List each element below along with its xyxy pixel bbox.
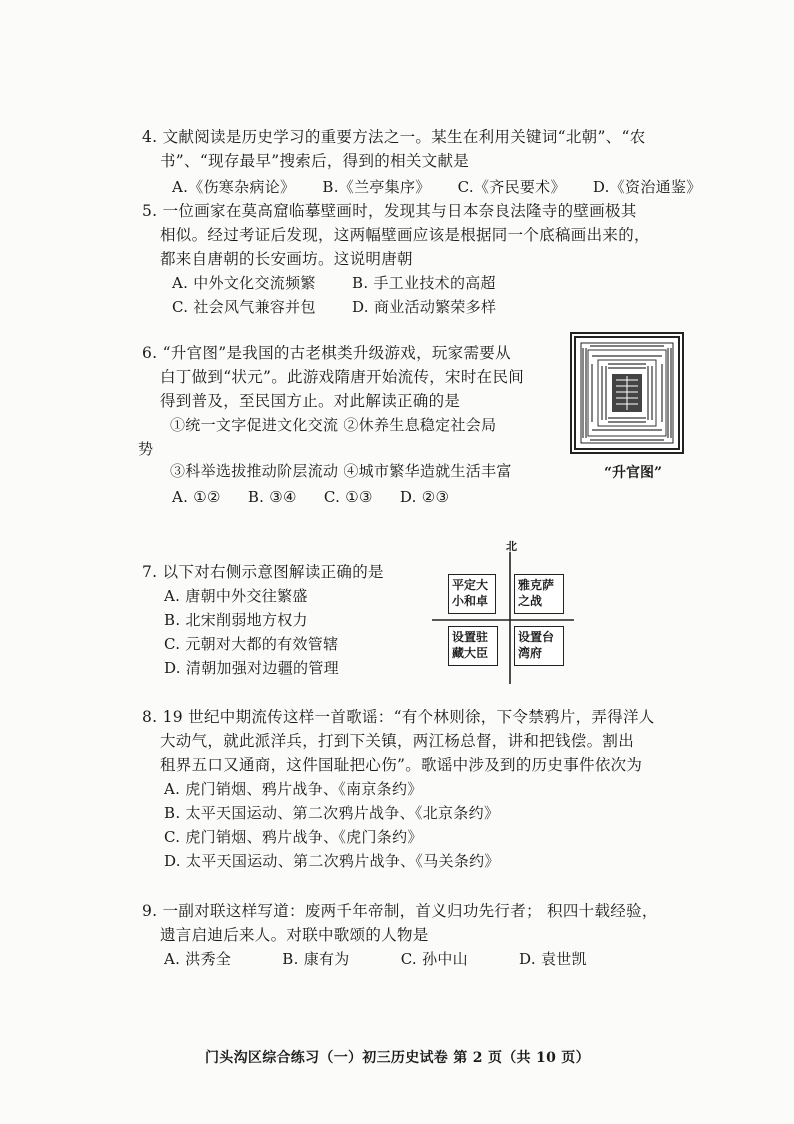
q6-option-b: B. ③④ <box>247 488 297 506</box>
q6-statement-1-2: ①统一文字促进文化交流 ②休养生息稳定社会局 <box>170 416 497 434</box>
q9-line2: 遗言启迪后来人。对联中歌颂的人物是 <box>160 926 429 944</box>
q4-option-c: C.《齐民要术》 <box>457 178 566 196</box>
q6-option-c: C. ①③ <box>323 488 373 506</box>
shengguantu-caption: “升官图” <box>604 465 663 481</box>
q4-option-d: D.《资治通鉴》 <box>592 178 702 196</box>
diagram-box-sw: 设置驻藏大臣 <box>448 626 498 666</box>
q7-option-c: C. 元朝对大都的有效管辖 <box>164 635 339 653</box>
q8-option-d: D. 太平天国运动、第二次鸦片战争、《马关条约》 <box>164 852 500 870</box>
q6-options <box>172 486 471 508</box>
q8-option-a: A. 虎门销烟、鸦片战争、《南京条约》 <box>164 780 423 798</box>
page-footer: 门头沟区综合练习（一）初三历史试卷 第 2 页（共 10 页） <box>205 1050 590 1066</box>
q4-options <box>172 176 724 198</box>
q6-statement-wrap: 势 <box>138 440 154 458</box>
q5-option-c: C. 社会风气兼容并包 <box>172 298 316 316</box>
q8-option-b: B. 太平天国运动、第二次鸦片战争、《北京条约》 <box>164 804 500 822</box>
q9-option-c: C. 孙中山 <box>400 950 468 968</box>
q5-option-b: B. 手工业技术的高超 <box>352 274 496 292</box>
q8-line1: 8. 19 世纪中期流传这样一首歌谣：“有个林则徐，下令禁鸦片，弄得洋人 <box>142 708 655 726</box>
q4-line2: 书”、“现存最早”搜索后，得到的相关文献是 <box>160 152 470 170</box>
q8-line2: 大动气，就此派洋兵，打到下关镇，两江杨总督，讲和把钱偿。割出 <box>160 732 635 750</box>
diagram-box-ne: 雅克萨之战 <box>514 574 564 614</box>
q9-option-d: D. 袁世凯 <box>519 950 587 968</box>
q9-options <box>164 948 609 970</box>
q7-option-b: B. 北宋削弱地方权力 <box>164 611 308 629</box>
q9-line1: 9. 一副对联这样写道：废两千年帝制，首义归功先行者； 积四十载经验， <box>142 902 658 920</box>
q4-option-a: A.《伤寒杂病论》 <box>172 178 296 196</box>
q6-line1: 6. “升官图”是我国的古老棋类升级游戏，玩家需要从 <box>142 344 511 362</box>
diagram-box-nw: 平定大小和卓 <box>448 574 496 614</box>
q6-option-d: D. ②③ <box>399 488 450 506</box>
q5-line3: 都来自唐朝的长安画坊。这说明唐朝 <box>160 250 413 268</box>
q7-stem: 7. 以下对右侧示意图解读正确的是 <box>142 563 384 581</box>
north-label: 北 <box>506 540 517 553</box>
q9-option-b: B. 康有为 <box>282 950 350 968</box>
q5-option-d: D. 商业活动繁荣多样 <box>352 298 497 316</box>
q6-line2: 白丁做到“状元”。此游戏隋唐开始流传，宋时在民间 <box>160 368 525 386</box>
q8-option-c: C. 虎门销烟、鸦片战争、《虎门条约》 <box>164 828 423 846</box>
q7-option-d: D. 清朝加强对边疆的管理 <box>164 659 339 677</box>
q5-line1: 5. 一位画家在莫高窟临摹壁画时，发现其与日本奈良法隆寺的壁画极其 <box>142 202 637 220</box>
q6-option-a: A. ①② <box>172 488 221 506</box>
q7-option-a: A. 唐朝中外交往繁盛 <box>164 587 308 605</box>
q6-statement-3-4: ③科举选拔推动阶层流动 ④城市繁华造就生活丰富 <box>170 462 512 480</box>
q4-option-b: B.《兰亭集序》 <box>322 178 431 196</box>
diagram-box-se: 设置台湾府 <box>514 626 564 666</box>
q9-option-a: A. 洪秀全 <box>164 950 232 968</box>
q4-line1: 4. 文献阅读是历史学习的重要方法之一。某生在利用关键词“北朝”、“农 <box>142 128 646 146</box>
q7-compass-diagram <box>428 538 578 686</box>
shengguantu-board-image <box>570 332 684 454</box>
q8-line3: 租界五口又通商，这件国耻把心伤”。歌谣中涉及到的历史事件依次为 <box>160 756 643 774</box>
q5-line2: 相似。经过考证后发现，这两幅壁画应该是根据同一个底稿画出来的， <box>160 226 650 244</box>
q6-line3: 得到普及，至民国方止。对此解读正确的是 <box>160 392 461 410</box>
q5-option-a: A. 中外文化交流频繁 <box>172 274 316 292</box>
